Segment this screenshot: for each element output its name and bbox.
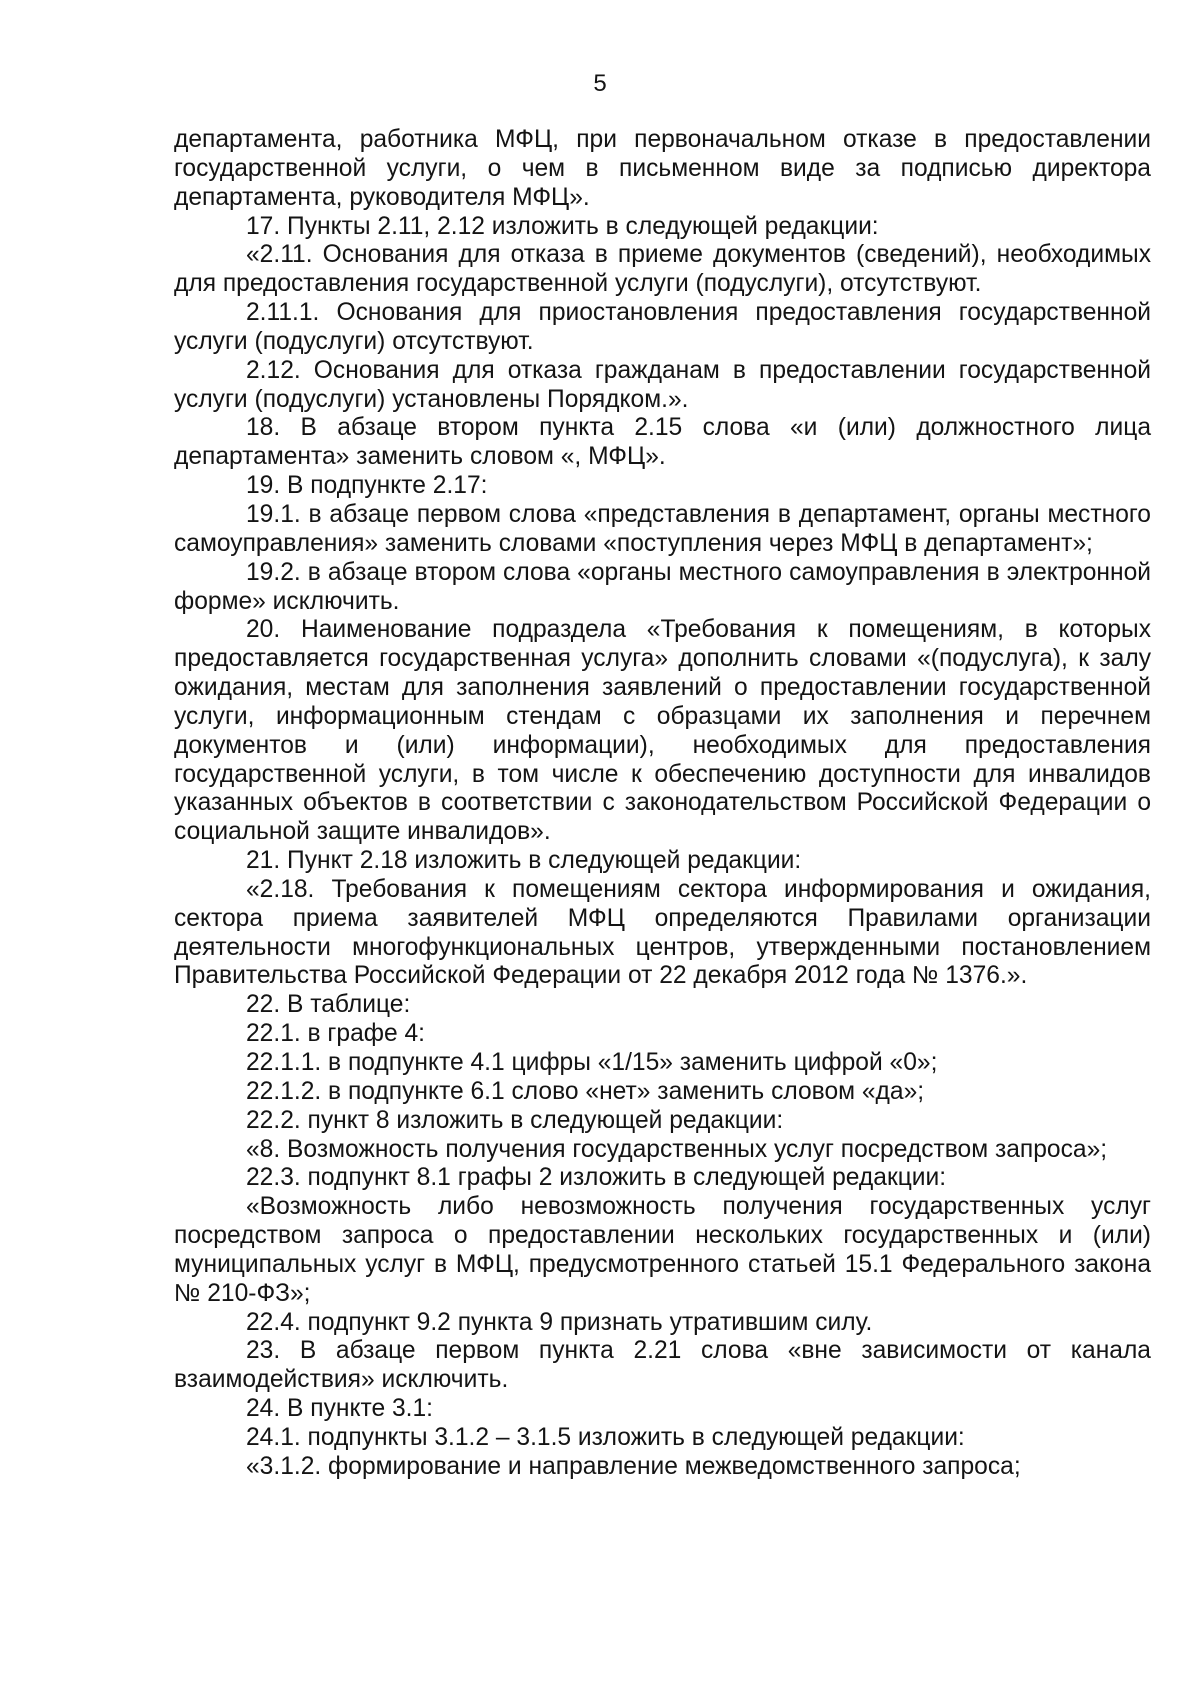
paragraph-item-22-3: 22.3. подпункт 8.1 графы 2 изложить в следующей редакции: <box>246 1164 947 1192</box>
paragraph-item-18: 18. В абзаце втором пункта 2.15 слова «и (или) должностного лица департамента» заменить словом «, МФЦ». <box>174 414 1151 471</box>
paragraph-item-8-quote: «8. Возможность получения государственных услуг посредством запроса»; <box>246 1135 1108 1163</box>
paragraph-item-21: 21. Пункт 2.18 изложить в следующей редакции: <box>246 847 802 875</box>
paragraph-continuation: департамента, работника МФЦ, при первоначальном отказе в предоставлении государственной услуги, о чем в письменном виде за подписью директора департамента, руководителя МФЦ». <box>174 126 1151 211</box>
paragraph-item-20: 20. Наименование подраздела «Требования к помещениям, в которых предоставляется государственная услуга» дополнить словами «(подуслуга), к залу ожидания, местам для заполнения заявлений о предоставлении государственной услуги, информационным стендам с образцами их заполнения и перечнем документов и (или) информации), необходимых для предоставления государственной услуги, в том числе к обеспечению доступности для инвалидов указанных объектов в соответствии с законодательством Российской Федерации о социальной защите инвалидов». <box>174 616 1151 846</box>
paragraph-item-19: 19. В подпункте 2.17: <box>246 472 488 500</box>
paragraph-item-2-18: «2.18. Требования к помещениям сектора информирования и ожидания, сектора приема заявителей МФЦ определяются Правилами организации деятельности многофункциональных центров, утвержденными постановлением Правительства Российской Федерации от 22 декабря 2012 года № 1376.». <box>174 875 1151 990</box>
paragraph-item-22-1-1: 22.1.1. в подпункте 4.1 цифры «1/15» заменить цифрой «0»; <box>246 1049 938 1076</box>
paragraph-item-22-1: 22.1. в графе 4: <box>246 1020 426 1048</box>
paragraph-item-19-2: 19.2. в абзаце втором слова «органы местного самоуправления в электронной форме» исключить. <box>174 558 1151 615</box>
paragraph-item-19-1: 19.1. в абзаце первом слова «представления в департамент, органы местного самоуправления» заменить словами «поступления через МФЦ в департамент»; <box>174 500 1151 557</box>
page-number: 5 <box>593 70 607 97</box>
paragraph-item-2-11: «2.11. Основания для отказа в приеме документов (сведений), необходимых для предоставления государственной услуги (подуслуги), отсутствуют. <box>174 241 1151 298</box>
paragraph-item-22-4: 22.4. подпункт 9.2 пункта 9 признать утратившим силу. <box>246 1308 873 1336</box>
paragraph-item-24-1: 24.1. подпункты 3.1.2 – 3.1.5 изложить в следующей редакции: <box>246 1423 965 1451</box>
paragraph-item-2-11-1: 2.11.1. Основания для приостановления предоставления государственной услуги (подуслуги) отсутствуют. <box>174 299 1151 355</box>
paragraph-item-22: 22. В таблице: <box>246 991 411 1019</box>
paragraph-item-22-1-2: 22.1.2. в подпункте 6.1 слово «нет» заменить словом «да»; <box>246 1077 925 1105</box>
paragraph-item-23: 23. В абзаце первом пункта 2.21 слова «вне зависимости от канала взаимодействия» исключить. <box>174 1337 1151 1394</box>
paragraph-quote-possibility: «Возможность либо невозможность получения государственных услуг посредством запроса о предоставлении нескольких государственных и (или) муниципальных услуг в МФЦ, предусмотренного статьей 15.1 Федерального закона № 210-ФЗ»; <box>174 1193 1151 1307</box>
document-body <box>174 126 1151 1482</box>
paragraph-item-2-12: 2.12. Основания для отказа гражданам в предоставлении государственной услуги (подуслуги) установлены Порядком.». <box>174 356 1151 413</box>
paragraph-item-22-2: 22.2. пункт 8 изложить в следующей редакции: <box>246 1106 784 1134</box>
paragraph-item-24: 24. В пункте 3.1: <box>246 1395 434 1423</box>
paragraph-item-3-1-2: «3.1.2. формирование и направление межведомственного запроса; <box>246 1452 1021 1480</box>
paragraph-item-17: 17. Пункты 2.11, 2.12 изложить в следующей редакции: <box>246 212 879 240</box>
